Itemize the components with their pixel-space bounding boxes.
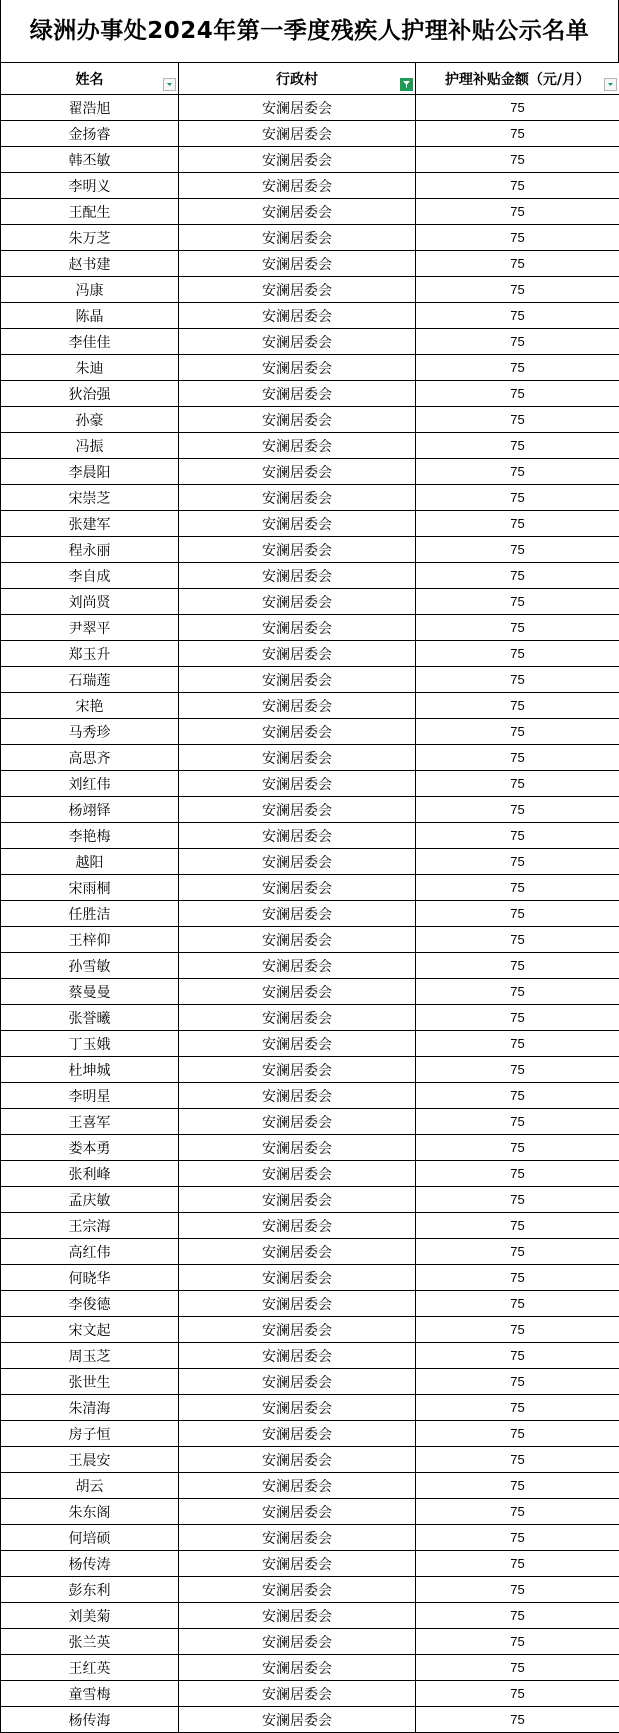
cell-amount: 75 [416,1187,619,1213]
cell-village: 安澜居委会 [179,537,416,563]
cell-amount: 75 [416,563,619,589]
filter-applied-icon[interactable] [400,78,413,91]
cell-name: 何培硕 [1,1525,179,1551]
table-row [1,147,619,173]
cell-village: 安澜居委会 [179,1629,416,1655]
cell-village: 安澜居委会 [179,511,416,537]
table-row [1,1499,619,1525]
cell-name: 胡云 [1,1473,179,1499]
table-row [1,381,619,407]
dropdown-arrow-icon[interactable] [163,78,176,91]
cell-village: 安澜居委会 [179,1057,416,1083]
cell-name: 李自成 [1,563,179,589]
document-title: 绿洲办事处2024年第一季度残疾人护理补贴公示名单 [0,0,619,62]
column-header-amount [416,63,619,95]
cell-village: 安澜居委会 [179,719,416,745]
table-row [1,1629,619,1655]
cell-name: 杜坤城 [1,1057,179,1083]
cell-name: 孟庆敏 [1,1187,179,1213]
cell-amount: 75 [416,693,619,719]
cell-village: 安澜居委会 [179,1473,416,1499]
cell-name: 张誉曦 [1,1005,179,1031]
cell-village: 安澜居委会 [179,1707,416,1733]
cell-amount: 75 [416,849,619,875]
cell-name: 金扬睿 [1,121,179,147]
cell-village: 安澜居委会 [179,459,416,485]
dropdown-arrow-icon[interactable] [604,78,617,91]
cell-amount: 75 [416,485,619,511]
cell-name: 王梓仰 [1,927,179,953]
cell-amount: 75 [416,303,619,329]
table-row [1,1343,619,1369]
cell-name: 丁玉娥 [1,1031,179,1057]
table-row [1,979,619,1005]
cell-amount: 75 [416,1369,619,1395]
cell-name: 刘红伟 [1,771,179,797]
cell-amount: 75 [416,1655,619,1681]
cell-village: 安澜居委会 [179,823,416,849]
cell-amount: 75 [416,1239,619,1265]
cell-name: 任胜洁 [1,901,179,927]
cell-amount: 75 [416,173,619,199]
cell-name: 李佳佳 [1,329,179,355]
cell-village: 安澜居委会 [179,95,416,121]
cell-village: 安澜居委会 [179,485,416,511]
cell-name: 朱清海 [1,1395,179,1421]
cell-amount: 75 [416,1681,619,1707]
cell-name: 杨传海 [1,1707,179,1733]
column-header-village [179,63,416,95]
table-row [1,849,619,875]
cell-village: 安澜居委会 [179,329,416,355]
cell-village: 安澜居委会 [179,1343,416,1369]
table-row [1,771,619,797]
cell-amount: 75 [416,1473,619,1499]
cell-amount: 75 [416,1629,619,1655]
table-row [1,511,619,537]
cell-village: 安澜居委会 [179,693,416,719]
cell-name: 李艳梅 [1,823,179,849]
table-row [1,1473,619,1499]
table-row [1,1109,619,1135]
cell-name: 陈晶 [1,303,179,329]
cell-amount: 75 [416,95,619,121]
table-row [1,1421,619,1447]
table-row [1,1135,619,1161]
cell-amount: 75 [416,1447,619,1473]
cell-village: 安澜居委会 [179,771,416,797]
table-row [1,1525,619,1551]
cell-name: 宋雨桐 [1,875,179,901]
table-row [1,303,619,329]
table-row [1,1057,619,1083]
cell-name: 韩丕敏 [1,147,179,173]
cell-amount: 75 [416,797,619,823]
cell-amount: 75 [416,1265,619,1291]
cell-name: 宋艳 [1,693,179,719]
table-row [1,329,619,355]
cell-name: 高思齐 [1,745,179,771]
table-row [1,667,619,693]
cell-amount: 75 [416,823,619,849]
cell-amount: 75 [416,433,619,459]
table-row [1,875,619,901]
table-row [1,1005,619,1031]
table-row [1,1369,619,1395]
cell-name: 赵书建 [1,251,179,277]
cell-amount: 75 [416,1525,619,1551]
cell-name: 李明星 [1,1083,179,1109]
cell-name: 杨传涛 [1,1551,179,1577]
cell-village: 安澜居委会 [179,1239,416,1265]
table-row [1,277,619,303]
cell-village: 安澜居委会 [179,1525,416,1551]
cell-amount: 75 [416,225,619,251]
cell-name: 孙雪敏 [1,953,179,979]
cell-village: 安澜居委会 [179,1655,416,1681]
cell-amount: 75 [416,537,619,563]
cell-amount: 75 [416,277,619,303]
cell-village: 安澜居委会 [179,303,416,329]
cell-name: 冯康 [1,277,179,303]
cell-amount: 75 [416,1109,619,1135]
cell-amount: 75 [416,771,619,797]
table-row [1,537,619,563]
table-row [1,901,619,927]
cell-village: 安澜居委会 [179,745,416,771]
cell-village: 安澜居委会 [179,433,416,459]
table-row [1,1551,619,1577]
cell-village: 安澜居委会 [179,1395,416,1421]
table-row [1,1603,619,1629]
cell-village: 安澜居委会 [179,1265,416,1291]
cell-amount: 75 [416,1161,619,1187]
cell-amount: 75 [416,719,619,745]
cell-amount: 75 [416,927,619,953]
cell-name: 郑玉升 [1,641,179,667]
table-row [1,615,619,641]
cell-name: 李俊德 [1,1291,179,1317]
table-row [1,1707,619,1733]
cell-village: 安澜居委会 [179,251,416,277]
cell-village: 安澜居委会 [179,589,416,615]
cell-village: 安澜居委会 [179,1681,416,1707]
cell-village: 安澜居委会 [179,1213,416,1239]
cell-amount: 75 [416,355,619,381]
cell-village: 安澜居委会 [179,563,416,589]
cell-name: 翟浩旭 [1,95,179,121]
cell-amount: 75 [416,641,619,667]
cell-name: 房子恒 [1,1421,179,1447]
cell-amount: 75 [416,1213,619,1239]
cell-village: 安澜居委会 [179,407,416,433]
cell-village: 安澜居委会 [179,849,416,875]
cell-name: 张利峰 [1,1161,179,1187]
cell-name: 张世生 [1,1369,179,1395]
cell-name: 娄本勇 [1,1135,179,1161]
table-row [1,173,619,199]
cell-village: 安澜居委会 [179,1187,416,1213]
table-body [1,95,619,1733]
cell-amount: 75 [416,1317,619,1343]
column-header-name-label: 姓名 [76,72,104,88]
cell-village: 安澜居委会 [179,797,416,823]
cell-name: 宋崇芝 [1,485,179,511]
cell-name: 何晓华 [1,1265,179,1291]
cell-amount: 75 [416,459,619,485]
cell-name: 朱万芝 [1,225,179,251]
cell-village: 安澜居委会 [179,1577,416,1603]
cell-amount: 75 [416,121,619,147]
table-row [1,589,619,615]
cell-name: 刘美菊 [1,1603,179,1629]
cell-village: 安澜居委会 [179,615,416,641]
cell-amount: 75 [416,381,619,407]
table-row [1,745,619,771]
cell-name: 程永丽 [1,537,179,563]
cell-village: 安澜居委会 [179,1109,416,1135]
cell-amount: 75 [416,1707,619,1733]
cell-village: 安澜居委会 [179,381,416,407]
table-row [1,1317,619,1343]
table-row [1,1681,619,1707]
table-row [1,797,619,823]
cell-amount: 75 [416,1005,619,1031]
cell-amount: 75 [416,1421,619,1447]
cell-name: 童雪梅 [1,1681,179,1707]
cell-village: 安澜居委会 [179,121,416,147]
table-row [1,1447,619,1473]
cell-village: 安澜居委会 [179,173,416,199]
cell-amount: 75 [416,147,619,173]
table-row [1,355,619,381]
table-row [1,1655,619,1681]
cell-village: 安澜居委会 [179,1161,416,1187]
cell-amount: 75 [416,953,619,979]
table-row [1,407,619,433]
cell-name: 越阳 [1,849,179,875]
header-row [1,63,619,95]
cell-name: 李明义 [1,173,179,199]
cell-name: 马秀珍 [1,719,179,745]
cell-amount: 75 [416,1577,619,1603]
cell-amount: 75 [416,1135,619,1161]
table-row [1,121,619,147]
cell-village: 安澜居委会 [179,147,416,173]
table-row [1,1083,619,1109]
cell-amount: 75 [416,667,619,693]
cell-amount: 75 [416,1031,619,1057]
cell-village: 安澜居委会 [179,667,416,693]
table-row [1,719,619,745]
cell-name: 王喜军 [1,1109,179,1135]
table-row [1,95,619,121]
cell-name: 冯振 [1,433,179,459]
cell-village: 安澜居委会 [179,1135,416,1161]
table-row [1,1291,619,1317]
cell-village: 安澜居委会 [179,875,416,901]
cell-village: 安澜居委会 [179,1005,416,1031]
cell-village: 安澜居委会 [179,1603,416,1629]
cell-village: 安澜居委会 [179,1499,416,1525]
cell-name: 王宗海 [1,1213,179,1239]
cell-village: 安澜居委会 [179,199,416,225]
cell-amount: 75 [416,1083,619,1109]
table-row [1,459,619,485]
table-row [1,1395,619,1421]
cell-name: 朱迪 [1,355,179,381]
table-row [1,1187,619,1213]
table-row [1,641,619,667]
cell-name: 刘尚贤 [1,589,179,615]
cell-name: 孙豪 [1,407,179,433]
table-row [1,1239,619,1265]
cell-amount: 75 [416,1603,619,1629]
column-header-name [1,63,179,95]
cell-village: 安澜居委会 [179,1291,416,1317]
cell-amount: 75 [416,1551,619,1577]
cell-village: 安澜居委会 [179,355,416,381]
cell-village: 安澜居委会 [179,641,416,667]
cell-name: 周玉芝 [1,1343,179,1369]
cell-amount: 75 [416,1057,619,1083]
table-row [1,1265,619,1291]
cell-name: 王红英 [1,1655,179,1681]
column-header-village-label: 行政村 [276,72,318,88]
cell-village: 安澜居委会 [179,953,416,979]
cell-amount: 75 [416,589,619,615]
cell-name: 张兰英 [1,1629,179,1655]
cell-village: 安澜居委会 [179,979,416,1005]
table-row [1,1213,619,1239]
cell-amount: 75 [416,875,619,901]
cell-amount: 75 [416,199,619,225]
cell-amount: 75 [416,901,619,927]
cell-name: 张建军 [1,511,179,537]
cell-amount: 75 [416,1343,619,1369]
cell-name: 狄治强 [1,381,179,407]
table-row [1,953,619,979]
cell-amount: 75 [416,1291,619,1317]
subsidy-table [0,62,619,1733]
table-row [1,225,619,251]
cell-name: 王配生 [1,199,179,225]
cell-amount: 75 [416,1499,619,1525]
cell-village: 安澜居委会 [179,225,416,251]
cell-name: 尹翠平 [1,615,179,641]
table-row [1,693,619,719]
cell-name: 石瑞莲 [1,667,179,693]
cell-amount: 75 [416,979,619,1005]
cell-amount: 75 [416,1395,619,1421]
cell-village: 安澜居委会 [179,1551,416,1577]
cell-name: 彭东利 [1,1577,179,1603]
table-row [1,199,619,225]
cell-village: 安澜居委会 [179,1317,416,1343]
table-row [1,563,619,589]
cell-village: 安澜居委会 [179,927,416,953]
cell-amount: 75 [416,329,619,355]
table-row [1,433,619,459]
cell-village: 安澜居委会 [179,1369,416,1395]
table-row [1,251,619,277]
cell-name: 杨翊铎 [1,797,179,823]
cell-village: 安澜居委会 [179,1447,416,1473]
cell-amount: 75 [416,615,619,641]
cell-amount: 75 [416,745,619,771]
table-row [1,1161,619,1187]
column-header-amount-label: 护理补贴金额（元/月） [445,72,590,88]
cell-village: 安澜居委会 [179,1031,416,1057]
cell-amount: 75 [416,407,619,433]
table-row [1,1577,619,1603]
table-row [1,485,619,511]
table-row [1,1031,619,1057]
cell-village: 安澜居委会 [179,277,416,303]
cell-amount: 75 [416,511,619,537]
cell-name: 高红伟 [1,1239,179,1265]
cell-village: 安澜居委会 [179,1421,416,1447]
cell-village: 安澜居委会 [179,1083,416,1109]
cell-name: 朱东阁 [1,1499,179,1525]
cell-amount: 75 [416,251,619,277]
cell-name: 宋文起 [1,1317,179,1343]
cell-village: 安澜居委会 [179,901,416,927]
table-row [1,927,619,953]
cell-name: 李晨阳 [1,459,179,485]
cell-name: 蔡曼曼 [1,979,179,1005]
table-row [1,823,619,849]
cell-name: 王晨安 [1,1447,179,1473]
